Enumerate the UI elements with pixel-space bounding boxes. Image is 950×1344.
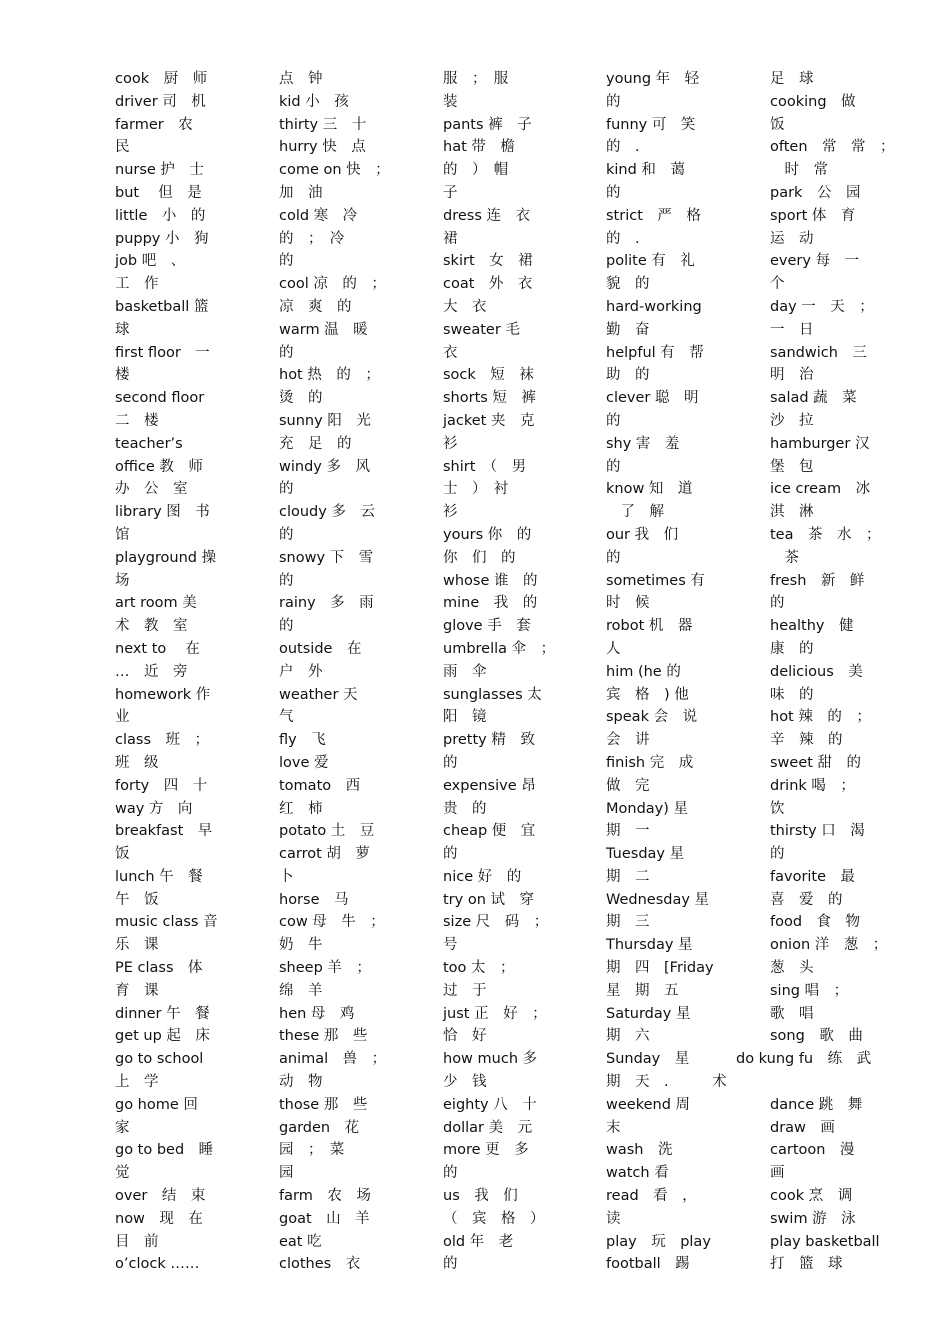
vocab-line: shy 害 羞: [606, 435, 680, 452]
vocab-line: 奶 牛: [279, 937, 323, 954]
vocab-line: rainy 多 雨: [279, 595, 374, 612]
vocab-line: 楼: [115, 367, 130, 384]
vocab-line: 了 解: [606, 504, 664, 521]
vocab-line: farm 农 场: [279, 1188, 371, 1205]
vocab-line: 业: [115, 709, 130, 726]
vocab-line: 你 们 的: [443, 549, 516, 566]
vocab-line: 目 前: [115, 1233, 159, 1250]
vocab-line: 辛 辣 的: [770, 732, 843, 749]
vocab-line: these 那 些: [279, 1028, 368, 1045]
vocab-line: ice cream 冰: [770, 481, 871, 498]
vocab-line: go to bed 睡: [115, 1142, 214, 1159]
vocab-line: clever 聪 明: [606, 390, 699, 407]
vocab-line: delicious 美: [770, 663, 863, 680]
vocab-line: class 班 ；: [115, 732, 209, 749]
vocab-line: warm 温 暖: [279, 321, 368, 338]
vocab-line: thirsty 口 渴: [770, 823, 865, 840]
vocab-line: how much 多: [443, 1051, 538, 1068]
vocab-line: cook 厨 师: [115, 71, 208, 87]
vocab-line: 的: [606, 549, 621, 566]
vocab-line: music class 音: [115, 914, 218, 931]
vocab-line: potato 土 豆: [279, 823, 375, 840]
vocab-line: Thursday 星: [606, 937, 693, 954]
vocab-line: song 歌 曲: [770, 1028, 863, 1045]
vocab-line: 办 公 室: [115, 481, 188, 498]
vocab-line: draw 画: [770, 1119, 835, 1136]
vocab-line: sometimes 有: [606, 572, 705, 589]
vocab-line: go to school: [115, 1051, 204, 1068]
vocab-line: 户 外: [279, 663, 323, 680]
vocab-line: 装: [443, 93, 458, 110]
vocab-line: try on 试 穿: [443, 891, 535, 908]
vocab-line: 时 常: [770, 162, 828, 179]
vocab-line: 歌 唱: [770, 1005, 814, 1022]
vocab-line: 运 动: [770, 230, 814, 247]
vocab-line: 淇 淋: [770, 504, 814, 521]
vocab-line: us 我 们: [443, 1188, 518, 1205]
vocab-line: expensive 昂: [443, 777, 536, 794]
vocab-line: 的: [279, 618, 294, 635]
vocab-line: 衣: [443, 344, 458, 361]
vocab-line: 卜: [279, 868, 294, 885]
vocab-line: 红 柿: [279, 800, 323, 817]
vocab-line: second floor: [115, 390, 205, 407]
vocab-line: 大 衣: [443, 298, 487, 315]
vocab-line: dress 连 衣: [443, 207, 530, 224]
vocab-line: sunny 阳 光: [279, 412, 371, 429]
vocab-line: 二 楼: [115, 412, 159, 429]
vocab-line: speak 会 说: [606, 709, 698, 726]
vocab-line: 做 完: [606, 777, 650, 794]
vocab-line: food 食 物: [770, 914, 861, 931]
vocab-line: sandwich 三: [770, 344, 867, 361]
vocab-line: 葱 头: [770, 960, 814, 977]
vocab-line: 茶: [770, 549, 799, 566]
vocab-line: now 现 在: [115, 1210, 203, 1227]
vocab-line: size 尺 码 ；: [443, 914, 549, 931]
vocab-line: 助 的: [606, 367, 650, 384]
vocab-line: 星 期 五: [606, 982, 679, 999]
vocab-line: 裙: [443, 230, 458, 247]
vocab-line: hen 母 鸡: [279, 1005, 355, 1022]
vocab-line: glove 手 套: [443, 618, 531, 635]
vocab-line: 点 钟: [279, 71, 323, 87]
vocab-line: art room 美: [115, 595, 197, 612]
vocab-line: 加 油: [279, 184, 323, 201]
vocab-line: healthy 健: [770, 618, 854, 635]
vocab-line: too 太 ；: [443, 960, 515, 977]
vocab-line: 足 球: [770, 71, 814, 87]
vocab-line: 园 ； 菜: [279, 1142, 345, 1159]
vocab-line: 衫: [443, 435, 458, 452]
vocab-line: just 正 好 ；: [443, 1005, 547, 1022]
vocab-line: shirt （ 男: [443, 458, 527, 475]
vocab-line: onion 洋 葱 ；: [770, 937, 888, 954]
vocab-line: garden 花: [279, 1119, 360, 1136]
vocab-line: 的: [770, 595, 785, 612]
vocab-line: nurse 护 士: [115, 162, 204, 179]
vocab-line: sing 唱 ；: [770, 982, 849, 999]
vocab-line: drink 喝 ；: [770, 777, 855, 794]
vocab-line: first floor 一: [115, 344, 210, 361]
vocab-line: 的: [279, 344, 294, 361]
vocab-line: pretty 精 致: [443, 732, 535, 749]
vocab-line: forty 四 十: [115, 777, 208, 794]
vocab-line: homework 作: [115, 686, 211, 703]
vocab-line: 喜 爱 的: [770, 891, 843, 908]
vocab-line: often 常 常 ；: [770, 139, 895, 156]
vocab-line: Sunday 星: [606, 1051, 690, 1068]
vocab-line: eighty 八 十: [443, 1096, 537, 1113]
vocab-line: strict 严 格: [606, 207, 701, 224]
vocab-line: 子: [443, 184, 458, 201]
vocab-line: tea 茶 水 ；: [770, 526, 881, 543]
vocab-line: 的: [279, 526, 294, 543]
vocab-line: 会 讲: [606, 732, 650, 749]
vocab-column-5: [736, 68, 895, 1276]
vocab-line: 宾 格 ) 他: [606, 686, 689, 703]
vocab-line: 术 教 室: [115, 618, 188, 635]
vocab-line: dance 跳 舞: [770, 1096, 863, 1113]
vocab-line: 的: [443, 1256, 458, 1273]
vocab-line: hot 热 的 ；: [279, 367, 380, 384]
vocab-line: shorts 短 裤: [443, 390, 536, 407]
vocab-line: 饭: [115, 846, 130, 863]
vocab-line: sweater 毛: [443, 321, 520, 338]
vocab-line: kid 小 孩: [279, 93, 349, 110]
vocab-line: read 看 ，: [606, 1188, 697, 1205]
vocab-line: go home 回: [115, 1096, 198, 1113]
vocab-line: 的 .: [606, 230, 640, 247]
vocab-line: day 一 天 ；: [770, 298, 874, 315]
vocab-line: over 结 束: [115, 1188, 206, 1205]
vocab-line: love 爱: [279, 754, 329, 771]
vocab-line: nice 好 的: [443, 868, 522, 885]
vocab-line: sheep 羊 ；: [279, 960, 371, 977]
vocab-line: 的: [279, 572, 294, 589]
vocab-line: cold 寒 冷: [279, 207, 358, 224]
vocab-line: him (he 的: [606, 663, 681, 680]
vocab-line: horse 马: [279, 891, 349, 908]
vocab-line: 堡 包: [770, 458, 814, 475]
vocab-line: 号: [443, 937, 458, 954]
vocab-line: hard-working: [606, 298, 702, 315]
vocab-line: breakfast 早: [115, 823, 213, 840]
vocab-line: driver 司 机: [115, 93, 206, 110]
vocab-line: do kung fu 练 武: [736, 1051, 872, 1068]
vocab-line: 午 饭: [115, 891, 159, 908]
vocab-line: 过 于: [443, 982, 487, 999]
vocab-line: fresh 新 鲜: [770, 572, 865, 589]
vocab-line: park 公 园: [770, 184, 861, 201]
vocab-line: outside 在: [279, 640, 362, 657]
vocab-line: 园: [279, 1165, 294, 1182]
vocab-line: funny 可 笑: [606, 116, 696, 133]
vocab-line: 末: [606, 1119, 621, 1136]
vocab-line: watch 看: [606, 1165, 669, 1182]
vocab-line: 的 ； 冷: [279, 230, 345, 247]
vocab-line: hurry 快 点: [279, 139, 366, 156]
vocab-line: eat 吃: [279, 1233, 322, 1250]
vocab-line: 勤 奋: [606, 321, 650, 338]
vocab-line: 画: [770, 1165, 785, 1182]
vocab-line: 期 四 [Friday: [606, 960, 714, 977]
vocab-line: 饮: [770, 800, 785, 817]
vocab-line: yours 你 的: [443, 526, 532, 543]
vocab-line: cheap 便 宜: [443, 823, 536, 840]
vocab-line: cooking 做: [770, 93, 856, 110]
vocab-line: [770, 1071, 892, 1094]
vocab-line: pants 裤 子: [443, 116, 532, 133]
vocab-line: library 图 书: [115, 504, 210, 521]
vocab-line: 衫: [443, 504, 458, 521]
vocab-line: 康 的: [770, 640, 814, 657]
vocab-line: snowy 下 雪: [279, 549, 374, 566]
vocab-column-4: [606, 68, 727, 1276]
vocab-line: hot 辣 的 ；: [770, 709, 871, 726]
vocab-line: dinner 午 餐: [115, 1005, 210, 1022]
vocab-line: play basketball: [770, 1233, 880, 1250]
vocab-line: 打 篮 球: [770, 1256, 843, 1273]
vocab-line: windy 多 风: [279, 458, 370, 475]
vocab-line: cool 凉 的 ；: [279, 276, 386, 293]
vocab-line: carrot 胡 萝: [279, 846, 370, 863]
vocab-line: come on 快 ；: [279, 162, 390, 179]
vocab-line: 时 候: [606, 595, 650, 612]
vocab-line: 一 日: [770, 321, 814, 338]
vocab-line: 球: [115, 321, 130, 338]
vocab-line: 期 二: [606, 868, 650, 885]
vocab-line: Saturday 星: [606, 1005, 691, 1022]
vocab-line: 贵 的: [443, 800, 487, 817]
vocab-line: puppy 小 狗: [115, 230, 209, 247]
vocab-line: little 小 的: [115, 207, 206, 224]
vocab-line: Wednesday 星: [606, 891, 710, 908]
vocab-column-3: [443, 68, 561, 1276]
vocab-line: animal 兽 ；: [279, 1051, 387, 1068]
vocab-line: cook 烹 调: [770, 1188, 853, 1205]
vocab-line: tomato 西: [279, 777, 361, 794]
vocab-line: 个: [770, 276, 785, 293]
vocab-line: 工 作: [115, 276, 159, 293]
vocab-line: old 年 老: [443, 1233, 514, 1250]
vocab-line: coat 外 衣: [443, 276, 533, 293]
vocab-line: young 年 轻: [606, 71, 700, 87]
vocab-line: next to 在: [115, 640, 200, 657]
vocab-line: 饭: [770, 116, 785, 133]
vocab-line: 的: [443, 846, 458, 863]
vocab-line: 烫 的: [279, 390, 323, 407]
vocab-column-1: [115, 68, 233, 1276]
vocab-line: 期 天 . 术: [606, 1074, 727, 1091]
vocab-line: 的: [443, 754, 458, 771]
vocab-line: get up 起 床: [115, 1028, 210, 1045]
vocab-line: 期 一: [606, 823, 650, 840]
vocab-line: skirt 女 裙: [443, 253, 533, 270]
vocab-line: PE class 体: [115, 960, 203, 977]
vocab-line: 馆: [115, 526, 130, 543]
vocab-line: 的: [443, 1165, 458, 1182]
vocab-line: know 知 道: [606, 481, 693, 498]
vocab-line: 场: [115, 572, 130, 589]
vocab-line: 雨 伞: [443, 663, 487, 680]
vocab-line: 阳 镜: [443, 709, 487, 726]
vocab-line: 凉 爽 的: [279, 298, 352, 315]
vocab-line: office 教 师: [115, 458, 203, 475]
vocab-line: 的: [606, 184, 621, 201]
vocab-line: sweet 甜 的: [770, 754, 862, 771]
vocab-line: goat 山 羊: [279, 1210, 370, 1227]
vocab-line: weather 天: [279, 686, 358, 703]
vocab-line: 的: [606, 93, 621, 110]
vocab-line: 绵 羊: [279, 982, 323, 999]
vocab-line: 人: [606, 640, 621, 657]
vocab-line: o’clock ……: [115, 1256, 200, 1273]
vocab-line: 的 .: [606, 139, 640, 156]
vocab-line: football 踢: [606, 1256, 690, 1273]
vocab-line: 觉: [115, 1165, 130, 1182]
vocab-line: playground 操: [115, 549, 217, 566]
vocab-line: 充 足 的: [279, 435, 352, 452]
vocab-line: umbrella 伞 ；: [443, 640, 556, 657]
vocab-line: our 我 们: [606, 526, 679, 543]
vocab-line: 貌 的: [606, 276, 650, 293]
vocab-line: finish 完 成: [606, 754, 694, 771]
vocab-line: kind 和 蔼: [606, 162, 685, 179]
vocab-line: but 但 是: [115, 184, 202, 201]
vocab-line: 乐 课: [115, 937, 159, 954]
vocab-line: jacket 夹 克: [443, 412, 535, 429]
vocab-line: 的: [606, 458, 621, 475]
vocab-line: 上 学: [115, 1074, 159, 1091]
vocab-line: thirty 三 十: [279, 116, 367, 133]
vocab-line: 的: [606, 412, 621, 429]
vocab-line: sock 短 袜: [443, 367, 534, 384]
vocab-line: teacher’s: [115, 435, 183, 452]
vocab-line: farmer 农: [115, 116, 193, 133]
vocab-line: Tuesday 星: [606, 846, 685, 863]
vocab-line: whose 谁 的: [443, 572, 538, 589]
vocab-line: 班 级: [115, 754, 159, 771]
vocab-line: hamburger 汉: [770, 435, 870, 452]
vocab-line: hat 带 檐: [443, 139, 515, 156]
vocab-line: more 更 多: [443, 1142, 529, 1159]
vocab-line: clothes 衣: [279, 1256, 361, 1273]
vocab-line: 沙 拉: [770, 412, 814, 429]
vocab-line: polite 有 礼: [606, 253, 695, 270]
vocab-line: fly 飞: [279, 732, 326, 749]
vocab-line: sunglasses 太: [443, 686, 542, 703]
vocab-line: 服 ； 服: [443, 71, 509, 87]
vocab-line: cloudy 多 云: [279, 504, 375, 521]
vocab-line: （ 宾 格 ）: [443, 1210, 545, 1227]
vocab-line: way 方 向: [115, 800, 193, 817]
vocab-line: 味 的: [770, 686, 814, 703]
vocab-line: 读: [606, 1210, 621, 1227]
vocab-line: swim 游 泳: [770, 1210, 856, 1227]
vocab-line: 的: [279, 253, 294, 270]
vocab-line: 气: [279, 709, 294, 726]
vocab-line: 动 物: [279, 1074, 323, 1091]
vocab-line: 育 课: [115, 982, 159, 999]
vocab-line: job 吧 、: [115, 253, 186, 270]
vocab-line: 民: [115, 139, 130, 156]
vocab-line: 明 治: [770, 367, 814, 384]
vocab-column-2: [279, 68, 397, 1276]
vocab-line: cow 母 牛 ；: [279, 914, 385, 931]
vocab-line: 的: [279, 481, 294, 498]
vocab-line: sport 体 育: [770, 207, 856, 224]
vocab-line: 士 ） 衬: [443, 481, 509, 498]
vocab-line: 期 六: [606, 1028, 650, 1045]
vocab-line: robot 机 器: [606, 618, 693, 635]
vocab-line: 的 ） 帽: [443, 162, 509, 179]
vocab-line: lunch 午 餐: [115, 868, 203, 885]
vocab-line: every 每 一: [770, 253, 860, 270]
vocab-line: 恰 好: [443, 1028, 487, 1045]
vocab-line: those 那 些: [279, 1096, 368, 1113]
vocab-line: mine 我 的: [443, 595, 538, 612]
vocab-line: play 玩 play: [606, 1233, 711, 1250]
vocab-line: 少 钱: [443, 1074, 487, 1091]
vocab-line: helpful 有 帮: [606, 344, 704, 361]
vocab-line: cartoon 漫: [770, 1142, 855, 1159]
vocab-line: 家: [115, 1119, 130, 1136]
vocab-line: dollar 美 元: [443, 1119, 533, 1136]
vocab-line: 的: [770, 846, 785, 863]
vocab-line: basketball 篮: [115, 298, 209, 315]
vocab-line: salad 蔬 菜: [770, 390, 857, 407]
vocab-line: favorite 最: [770, 868, 856, 885]
vocab-line: Monday) 星: [606, 800, 689, 817]
vocab-line: 期 三: [606, 914, 650, 931]
vocab-line: wash 洗: [606, 1142, 673, 1159]
vocab-line: … 近 旁: [115, 663, 188, 680]
vocab-line: weekend 周: [606, 1096, 691, 1113]
